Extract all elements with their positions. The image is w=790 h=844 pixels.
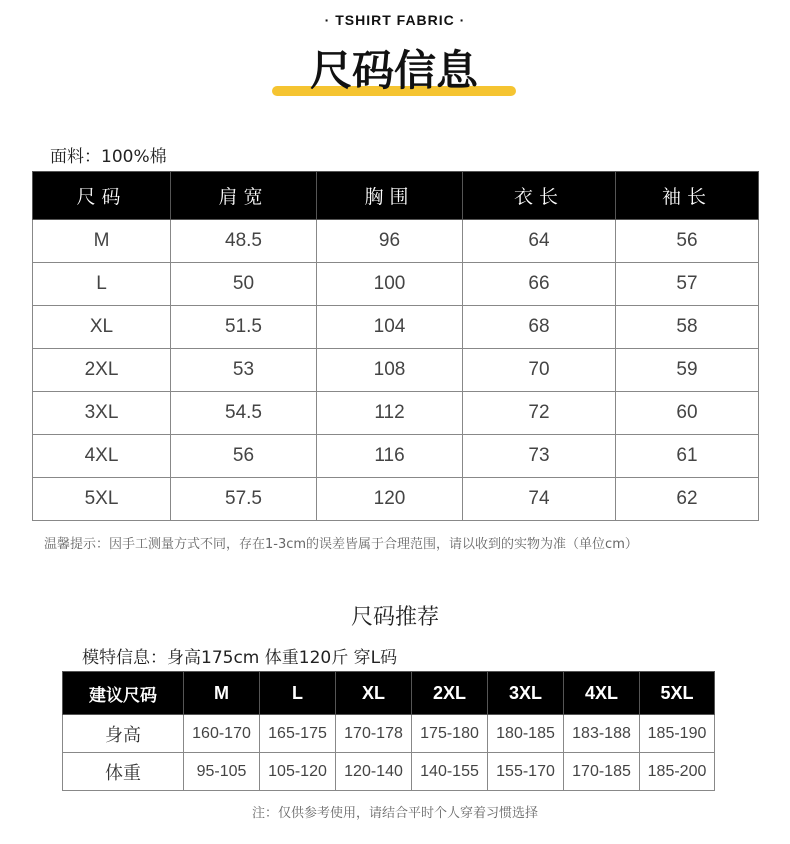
table-cell: 66 bbox=[463, 263, 616, 306]
table-row bbox=[63, 753, 715, 791]
table-cell: 54.5 bbox=[171, 392, 317, 435]
table-cell: 155-170 bbox=[488, 753, 564, 791]
table-cell: 140-155 bbox=[412, 753, 488, 791]
table-cell: 48.5 bbox=[171, 220, 317, 263]
recommend-table bbox=[62, 671, 715, 791]
table-cell: L bbox=[33, 263, 171, 306]
size-table-header bbox=[33, 172, 759, 220]
table-row bbox=[33, 263, 759, 306]
table-cell: 170-178 bbox=[336, 715, 412, 753]
table-cell: 183-188 bbox=[564, 715, 640, 753]
table-row bbox=[33, 392, 759, 435]
row-label: 身高 bbox=[63, 715, 184, 753]
col-header: 袖长 bbox=[616, 172, 759, 220]
col-header: 建议尺码 bbox=[63, 672, 184, 715]
table-cell: 61 bbox=[616, 435, 759, 478]
col-header: 5XL bbox=[640, 672, 715, 715]
col-header: 衣长 bbox=[463, 172, 616, 220]
table-row bbox=[33, 349, 759, 392]
table-cell: 64 bbox=[463, 220, 616, 263]
col-header: 2XL bbox=[412, 672, 488, 715]
table-cell: 4XL bbox=[33, 435, 171, 478]
table-cell: 120 bbox=[317, 478, 463, 521]
fabric-info: 面料：100%棉 bbox=[50, 147, 167, 167]
col-header: 4XL bbox=[564, 672, 640, 715]
table-cell: 185-200 bbox=[640, 753, 715, 791]
fabric-subtitle: · TSHIRT FABRIC · bbox=[324, 12, 466, 28]
table-cell: 100 bbox=[317, 263, 463, 306]
col-header: 胸围 bbox=[317, 172, 463, 220]
table-cell: 96 bbox=[317, 220, 463, 263]
table-cell: 112 bbox=[317, 392, 463, 435]
table-row bbox=[33, 435, 759, 478]
recommend-footnote: 注：仅供参考使用，请结合平时个人穿着习惯选择 bbox=[251, 806, 538, 821]
title-block bbox=[272, 42, 516, 100]
col-header: L bbox=[260, 672, 336, 715]
table-cell: 56 bbox=[616, 220, 759, 263]
table-cell: 68 bbox=[463, 306, 616, 349]
table-cell: 95-105 bbox=[184, 753, 260, 791]
table-cell: 57.5 bbox=[171, 478, 317, 521]
table-cell: 62 bbox=[616, 478, 759, 521]
table-cell: 170-185 bbox=[564, 753, 640, 791]
table-cell: 2XL bbox=[33, 349, 171, 392]
table-row bbox=[33, 478, 759, 521]
col-header: M bbox=[184, 672, 260, 715]
table-cell: 74 bbox=[463, 478, 616, 521]
table-row bbox=[33, 306, 759, 349]
table-cell: 108 bbox=[317, 349, 463, 392]
size-table bbox=[32, 171, 759, 521]
table-cell: 116 bbox=[317, 435, 463, 478]
model-info: 模特信息：身高175cm 体重120斤 穿L码 bbox=[82, 648, 398, 668]
table-cell: 51.5 bbox=[171, 306, 317, 349]
recommend-title: 尺码推荐 bbox=[350, 605, 439, 630]
table-cell: 165-175 bbox=[260, 715, 336, 753]
table-cell: 72 bbox=[463, 392, 616, 435]
table-cell: 3XL bbox=[33, 392, 171, 435]
table-cell: 59 bbox=[616, 349, 759, 392]
table-cell: 50 bbox=[171, 263, 317, 306]
col-header: 尺码 bbox=[33, 172, 171, 220]
row-label: 体重 bbox=[63, 753, 184, 791]
table-cell: 73 bbox=[463, 435, 616, 478]
page-title: 尺码信息 bbox=[309, 46, 478, 95]
table-cell: 180-185 bbox=[488, 715, 564, 753]
table-cell: 70 bbox=[463, 349, 616, 392]
table-cell: XL bbox=[33, 306, 171, 349]
table-cell: M bbox=[33, 220, 171, 263]
table-cell: 53 bbox=[171, 349, 317, 392]
table-row bbox=[63, 715, 715, 753]
table-cell: 56 bbox=[171, 435, 317, 478]
table-cell: 120-140 bbox=[336, 753, 412, 791]
col-header: XL bbox=[336, 672, 412, 715]
table-cell: 104 bbox=[317, 306, 463, 349]
recommend-table-header bbox=[63, 672, 715, 715]
table-row bbox=[33, 220, 759, 263]
table-cell: 57 bbox=[616, 263, 759, 306]
table-cell: 175-180 bbox=[412, 715, 488, 753]
table-cell: 58 bbox=[616, 306, 759, 349]
col-header: 肩宽 bbox=[171, 172, 317, 220]
table-cell: 60 bbox=[616, 392, 759, 435]
measurement-note: 温馨提示：因手工测量方式不同，存在1-3cm的误差皆属于合理范围，请以收到的实物为准（单位cm） bbox=[44, 537, 638, 552]
table-cell: 5XL bbox=[33, 478, 171, 521]
table-cell: 185-190 bbox=[640, 715, 715, 753]
table-cell: 105-120 bbox=[260, 753, 336, 791]
col-header: 3XL bbox=[488, 672, 564, 715]
table-cell: 160-170 bbox=[184, 715, 260, 753]
